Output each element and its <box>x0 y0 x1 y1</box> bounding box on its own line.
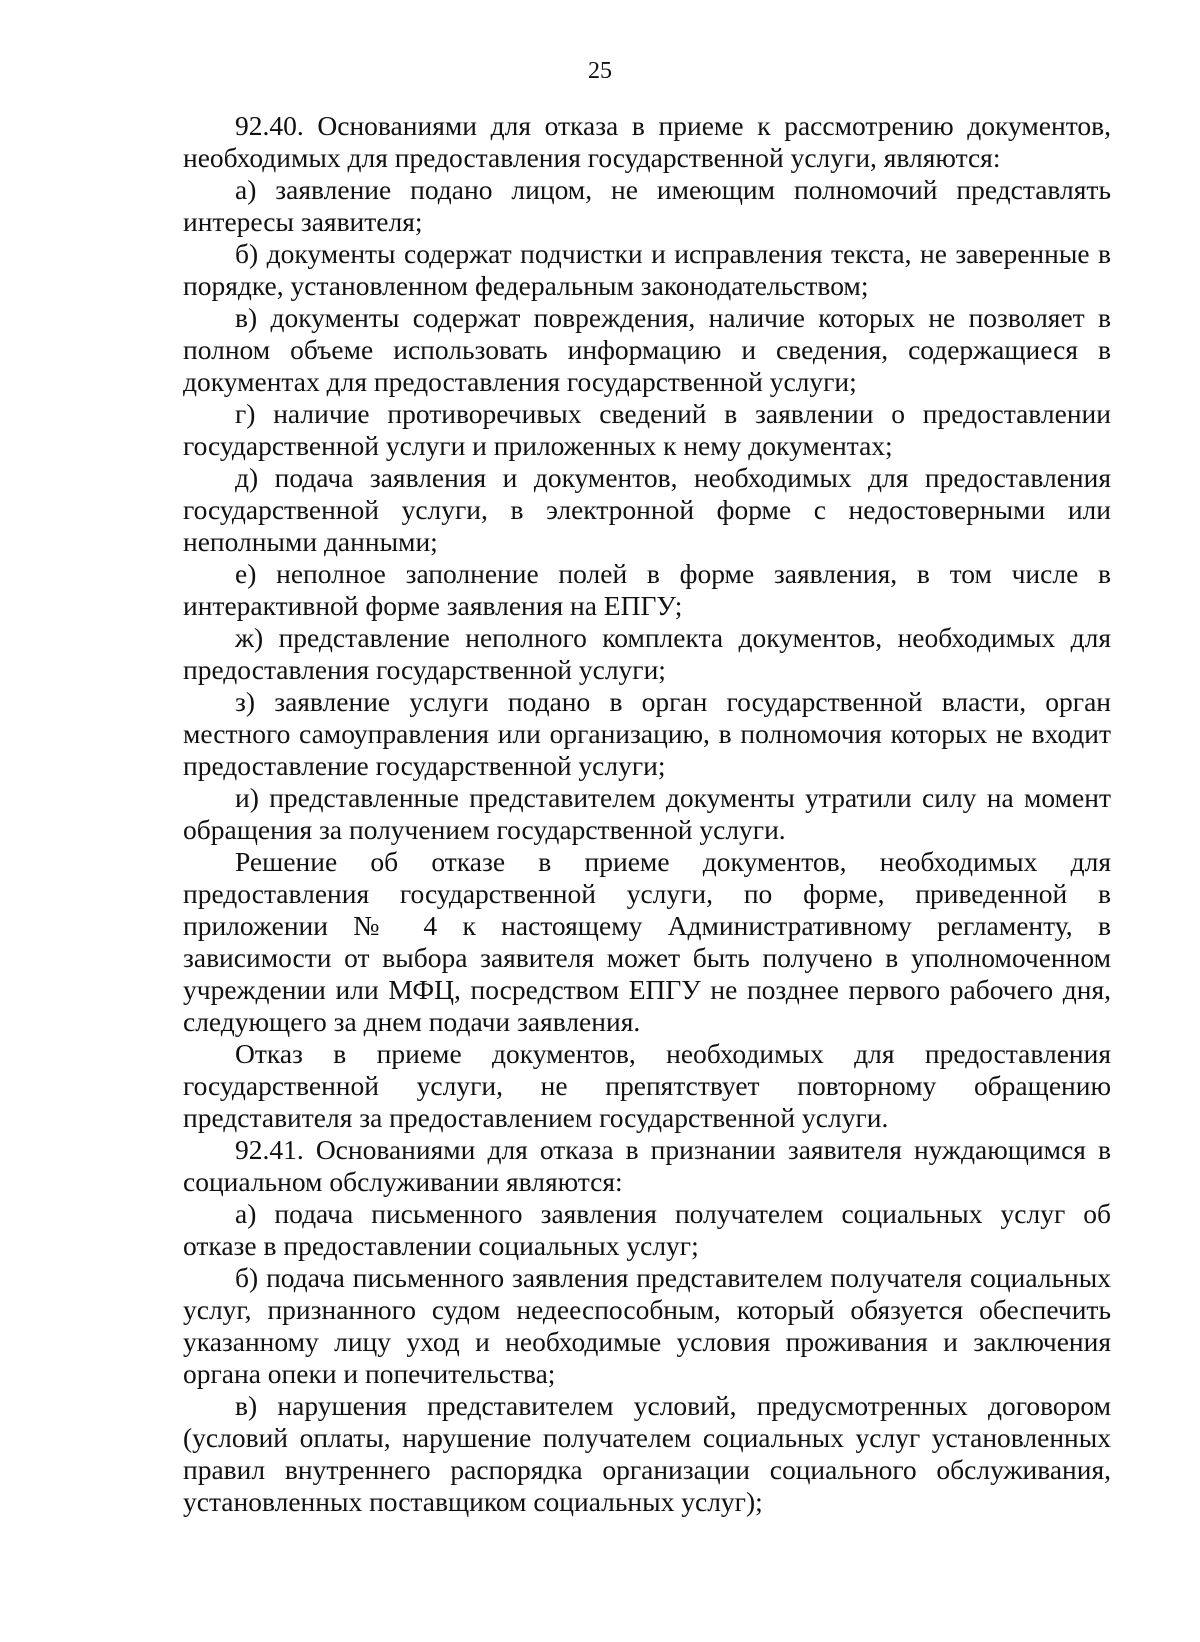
list-item-a: а) заявление подано лицом, не имеющим полномочий представлять интересы заявителя; <box>183 174 1111 237</box>
list-item-b: б) документы содержат подчистки и исправления текста, не заверенные в порядке, установленном федеральным законодательством; <box>183 238 1111 301</box>
list-item-a-2: а) подача письменного заявления получателем социальных услуг об отказе в предоставлении социальных услуг; <box>183 1198 1111 1261</box>
list-item-e: е) неполное заполнение полей в форме заявления, в том числе в интерактивной форме заявления на ЕПГУ; <box>183 558 1111 621</box>
list-item-z: з) заявление услуги подано в орган государственной власти, орган местного самоуправления или организацию, в полномочия которых не входит предоставление государственной услуги; <box>183 686 1111 781</box>
list-item-b-2: б) подача письменного заявления представителем получателя социальных услуг, признанного судом недееспособным, который обязуется обеспечить указанному лицу уход и необходимые условия проживания и заключения органа опеки и попечительства; <box>183 1262 1111 1389</box>
paragraph-92-40-intro: 92.40. Основаниями для отказа в приеме к рассмотрению документов, необходимых для предоставления государственной услуги, являются: <box>183 110 1111 173</box>
page-number: 25 <box>588 58 612 84</box>
paragraph-refusal: Отказ в приеме документов, необходимых для предоставления государственной услуги, не препятствует повторному обращению представителя за предоставлением государственной услуги. <box>183 1038 1111 1133</box>
paragraph-92-41-intro: 92.41. Основаниями для отказа в признании заявителя нуждающимся в социальном обслуживании являются: <box>183 1134 1111 1197</box>
list-item-d: д) подача заявления и документов, необходимых для предоставления государственной услуги, в электронной форме с недостоверными или неполными данными; <box>183 462 1111 557</box>
paragraph-decision: Решение об отказе в приеме документов, необходимых для предоставления государственной услуги, по форме, приведенной в приложении № 4 к настоящему Административному регламенту, в зависимости от выбора заявителя может быть получено в уполномоченном учреждении или МФЦ, посредством ЕПГУ не позднее первого рабочего дня, следующего за днем подачи заявления. <box>183 846 1111 1037</box>
document-body <box>183 110 1111 1518</box>
list-item-zh: ж) представление неполного комплекта документов, необходимых для предоставления государственной услуги; <box>183 622 1111 685</box>
list-item-i: и) представленные представителем документы утратили силу на момент обращения за получением государственной услуги. <box>183 782 1111 845</box>
list-item-v: в) документы содержат повреждения, наличие которых не позволяет в полном объеме использовать информацию и сведения, содержащиеся в документах для предоставления государственной услуги; <box>183 302 1111 397</box>
list-item-g: г) наличие противоречивых сведений в заявлении о предоставлении государственной услуги и приложенных к нему документах; <box>183 398 1111 461</box>
list-item-v-2: в) нарушения представителем условий, предусмотренных договором (условий оплаты, нарушение получателем социальных услуг установленных правил внутреннего распорядка организации социального обслуживания, установленных поставщиком социальных услуг); <box>183 1390 1111 1517</box>
